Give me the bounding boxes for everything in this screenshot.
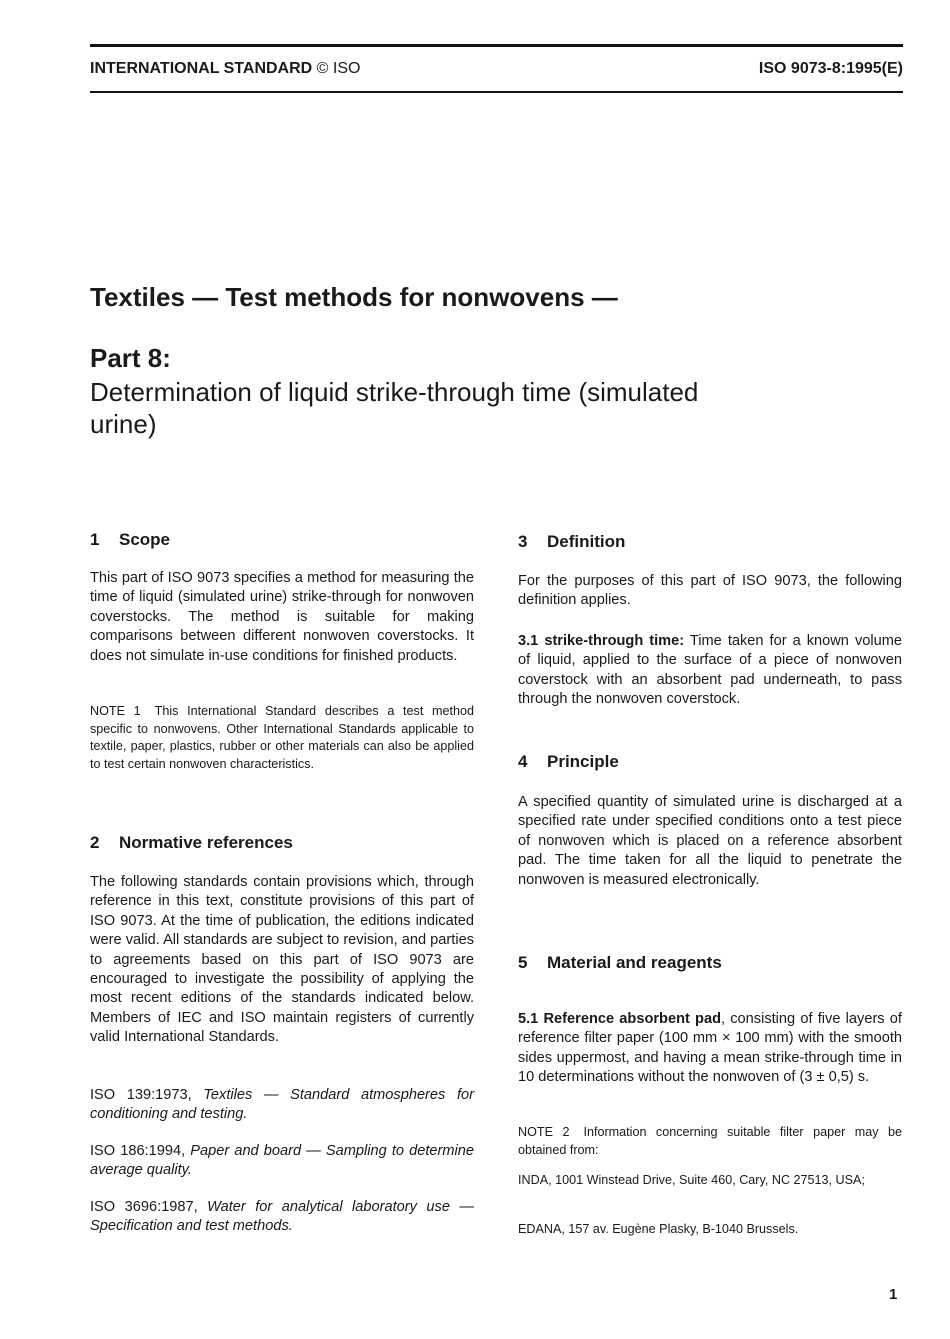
header-copyright: © ISO <box>316 60 361 77</box>
section-heading-definition <box>518 532 625 552</box>
reference-code: ISO 3696:1987, <box>90 1199 198 1215</box>
page-number: 1 <box>889 1286 898 1303</box>
section-heading-principle <box>518 752 619 772</box>
reference-iso-139 <box>90 1086 474 1125</box>
section-title: Scope <box>119 530 171 549</box>
address-edana: EDANA, 157 av. Eugène Plasky, B-1040 Brussels. <box>518 1222 799 1236</box>
header-top-rule <box>90 44 903 47</box>
header-bottom-rule <box>90 91 903 93</box>
item-description: , consisting of five layers of reference filter paper (100 mm × 100 mm) with the smooth sides uppermost, and having a mean strike-through time in 10 determinations without the nonwoven of (3 ± 0,5) s. <box>518 1011 902 1086</box>
section-title: Material and reagents <box>547 953 722 972</box>
reference-code: ISO 186:1994, <box>90 1143 186 1159</box>
note-text: This International Standard describes a test method specific to nonwovens. Other International Standards applicable to textile, paper, plastics, rubber or other materials can also be applied to test certain nonwoven characteristics. <box>90 704 474 771</box>
scope-paragraph: This part of ISO 9073 specifies a method for measuring the time of liquid (simulated urine) strike-through for nonwoven coverstocks. The method is suitable for making comparisons between different nonwoven coverstocks. It does not simulate in-use conditions for finished products. <box>90 570 474 664</box>
note-2 <box>518 1124 902 1159</box>
reference-title: Paper and board — Sampling to determine average quality. <box>90 1143 474 1179</box>
address-inda: INDA, 1001 Winstead Drive, Suite 460, Cary, NC 27513, USA; <box>518 1173 865 1187</box>
header-standard-type: INTERNATIONAL STANDARD <box>90 60 313 77</box>
item-number: 5.1 <box>518 1011 539 1027</box>
definition-3-1 <box>518 632 902 710</box>
section-number: 4 <box>518 752 528 771</box>
document-part: Part 8: <box>90 343 171 373</box>
section-title: Definition <box>547 532 626 551</box>
term-name: strike-through time: <box>544 633 685 649</box>
principle-paragraph: A specified quantity of simulated urine is discharged at a specified rate under specified conditions onto a test piece of nonwoven which is placed on a reference absorbent pad. The time taken for all the liquid to penetrate the nonwoven is measured electronically. <box>518 794 902 888</box>
item-term: Reference absorbent pad <box>543 1011 721 1027</box>
section-number: 5 <box>518 953 528 972</box>
term-definition: Time taken for a known volume of liquid, applied to the surface of a piece of nonwoven coverstock with an absorbent pad underneath, to pass through the nonwoven coverstock. <box>518 633 902 708</box>
material-5-1 <box>518 1010 902 1088</box>
header-left <box>90 60 360 78</box>
section-heading-scope <box>90 530 170 550</box>
section-title: Normative references <box>119 833 293 852</box>
section-number: 1 <box>90 530 100 549</box>
document-title: Textiles — Test methods for nonwovens — <box>90 282 618 312</box>
definition-paragraph: For the purposes of this part of ISO 9073, the following definition applies. <box>518 573 902 609</box>
section-number: 2 <box>90 833 100 852</box>
note-label: NOTE 2 <box>518 1125 570 1139</box>
reference-title: Textiles — Standard atmospheres for conditioning and testing. <box>90 1087 474 1123</box>
section-heading-materials <box>518 953 722 973</box>
normative-paragraph: The following standards contain provisions which, through reference in this text, constitute provisions of this part of ISO 9073. At the time of publication, the editions indicated were valid. All standards are subject to revision, and parties to agreements based on this part of ISO 9073 are encouraged to investigate the possibility of applying the most recent editions of the standards indicated below. Members of IEC and ISO maintain registers of currently valid International Standards. <box>90 874 474 1046</box>
reference-title: Water for analytical laboratory use — Specification and test methods. <box>90 1199 474 1235</box>
header-document-number: ISO 9073-8:1995(E) <box>758 60 903 77</box>
section-heading-normative-references <box>90 833 293 853</box>
document-subtitle: Determination of liquid strike-through time (simulated urine) <box>90 377 699 439</box>
reference-code: ISO 139:1973, <box>90 1087 192 1103</box>
term-number: 3.1 <box>518 633 539 649</box>
note-1 <box>90 703 474 773</box>
reference-iso-186 <box>90 1142 474 1181</box>
section-number: 3 <box>518 532 528 551</box>
note-label: NOTE 1 <box>90 704 141 718</box>
reference-iso-3696 <box>90 1198 474 1237</box>
section-title: Principle <box>547 752 619 771</box>
note-text: Information concerning suitable filter paper may be obtained from: <box>518 1125 902 1157</box>
